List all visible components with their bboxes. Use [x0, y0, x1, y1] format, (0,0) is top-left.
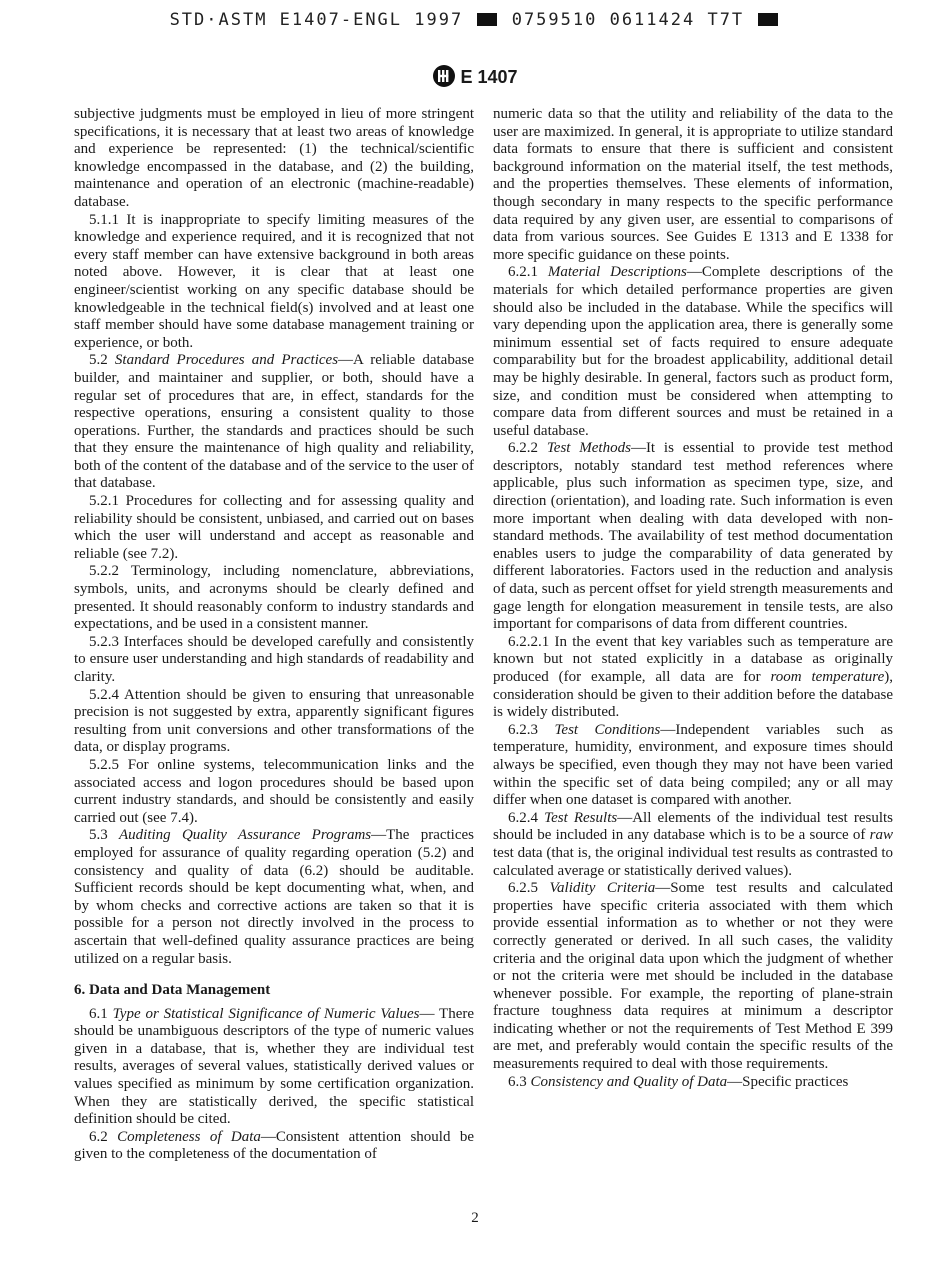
paragraph-5-2-5: 5.2.5 For online systems, telecommunication links and the associated access and logon procedures should be based upon current industry standards, and should be consistently and easily carried out (see 7.4).	[74, 756, 474, 826]
paragraph-6-2-4: 6.2.4 Test Results—All elements of the individual test results should be included in any database which is to be a source of raw test data (that is, the original individual test results as contrasted to calculated average or statistically derived values).	[493, 809, 894, 879]
paragraph-5-1-1: 5.1.1 It is inappropriate to specify limiting measures of the knowledge and experience required, and it is recognized that not every staff member can have extensive background in both areas noted above. However, it is clear that at least one engineer/scientist working on any specific database should be knowledgeable in the technical field(s) involved and at least one staff member should have some database management training or experience, or both.	[74, 211, 474, 351]
right-column	[493, 106, 893, 1091]
black-bar-mark	[758, 13, 778, 26]
paragraph-5-3: 5.3 Auditing Quality Assurance Programs—The practices employed for assurance of quality regarding operation (5.2) and consistency and quality of data (6.2) should be auditable. Sufficient records should be kept documenting what, when, and by whom checks and corrective actions are taken so that it is possible for a person not directly involved in the process to ascertain that well-defined quality assurance practices are being utilized on a regular basis.	[74, 827, 475, 967]
section-heading: 6. Data and Data Management	[74, 982, 271, 999]
paragraph-5-2-3: 5.2.3 Interfaces should be developed carefully and consistently to ensure user understanding and high standards of readability and clarity.	[74, 633, 474, 685]
paragraph: numeric data so that the utility and reliability of the data to the user are maximized. In general, it is appropriate to utilize standard data formats to ensure that there is sufficient and consistent background information on the material itself, the test methods, and the properties themselves. These elements of information, though secondary in many respects to the specific performance data required by any given user, are essential to comparisons of data from various sources. See Guides E 1313 and E 1338 for more specific guidance on these points.	[493, 106, 893, 263]
paragraph-5-2: 5.2 Standard Procedures and Practices—A reliable database builder, and maintainer and supplier, or both, should have a regular set of procedures that are, in effect, standards for the respective operations, ensuring a consistent quality to those operations. Further, the standards and practices should be such that they ensure the maintenance of high quality and reliability, both of the content of the database and of the service to the user of that database.	[74, 352, 474, 492]
paragraph-5-2-1: 5.2.1 Procedures for collecting and for assessing quality and reliability should be consistent, unbiased, and carried out on bases which the user will understand and accept as reasonable and reliable (see 7.2).	[74, 493, 474, 562]
paragraph-6-2: 6.2 Completeness of Data—Consistent attention should be given to the completeness of the documentation of	[74, 1128, 474, 1163]
paragraph-5-2-4: 5.2.4 Attention should be given to ensuring that unreasonable precision is not suggested by extra, apparently significant figures resulting from unit conversions and other transformations of the data, or display programs.	[74, 686, 474, 756]
designation-header	[0, 64, 950, 88]
black-bar-mark	[477, 13, 497, 26]
paragraph-6-2-2: 6.2.2 Test Methods—It is essential to provide test method descriptors, notably standard test method references where applicable, plus such information as specimen type, size, and direction (orientation), and loading rate. Such information is even more important when dealing with data developed with non-standard methods. The availability of test method documentation enables users to judge the comparability of data generated by different laboratories. Factors used in the reduction and analysis of data, such as percent offset for yield strength measurements and gage length for elongation measurement in tensile tests, are also important for comparisons of data from different countries.	[493, 440, 894, 633]
astm-logo-icon	[432, 64, 456, 88]
document-id-line: STD·ASTM E1407-ENGL 1997 0759510 0611424 T7T	[0, 10, 950, 30]
paragraph-6-3: 6.3 Consistency and Quality of Data—Specific practices	[508, 1073, 849, 1090]
paragraph-5-2-2: 5.2.2 Terminology, including nomenclature, abbreviations, symbols, units, and acronyms should be clearly defined and presented. It should reasonably conform to industry standards and expectations, and be used in a consistent manner.	[74, 563, 474, 633]
paragraph-6-2-2-1: 6.2.2.1 In the event that key variables such as temperature are known but not stated explicitly in a database as originally produced (for example, all data are for room temperature), consideration should be given to their addition before the database is widely distributed.	[493, 633, 893, 721]
designation-number: E 1407	[460, 67, 518, 87]
paragraph: subjective judgments must be employed in lieu of more stringent specifications, it is necessary that at least two areas of knowledge and experience be represented: (1) the technical/scientific knowledge encompassed in the database, and (2) the building, maintenance and operation of an electronic (machine-readable) database.	[74, 106, 474, 210]
paragraph-6-1: 6.1 Type or Statistical Significance of Numeric Values— There should be unambiguous descriptors of the type of numeric values given in a database, that is, whether they are individual test results, averages of several values, statistically derived values or values specified as minimum by some certification organization. When they are statistically derived, the specific statistical definition should be cited.	[74, 1005, 475, 1128]
page-number: 2	[471, 1210, 479, 1226]
paragraph-6-2-1: 6.2.1 Material Descriptions—Complete descriptions of the materials for which detailed performance properties are given should also be included in the database. While the specifics will vary depending upon the application area, there is generally some minimum essential set of facts required to ensure adequate comparability but for the broadest applicability, additional detail may be highly desirable. In general, factors such as product form, size, and condition must be considered when attempting to compare data from different sources and must be retained in a useful database.	[493, 264, 893, 439]
paragraph-6-2-5: 6.2.5 Validity Criteria—Some test results and calculated properties have specific criteria associated with them which provide essential information as to whether or not they were correctly generated or derived. In all such cases, the validity criteria and the original data upon which the judgment of whether or not the criteria were met should be included in the database whenever possible. For example, the reporting of plane-strain fracture toughness data requires at minimum a descriptor indicating whether or not the requirements of Test Method E 399 are met, and preferably would contain the specific results of the measurements required to deal with those requirements.	[493, 880, 894, 1073]
paragraph-6-2-3: 6.2.3 Test Conditions—Independent variables such as temperature, humidity, environment, and exposure times should always be specified, even though they may not have been varied within the specific set of data being compiled; any or all may differ when one dataset is compared with another.	[493, 721, 893, 809]
left-column	[74, 106, 474, 1164]
